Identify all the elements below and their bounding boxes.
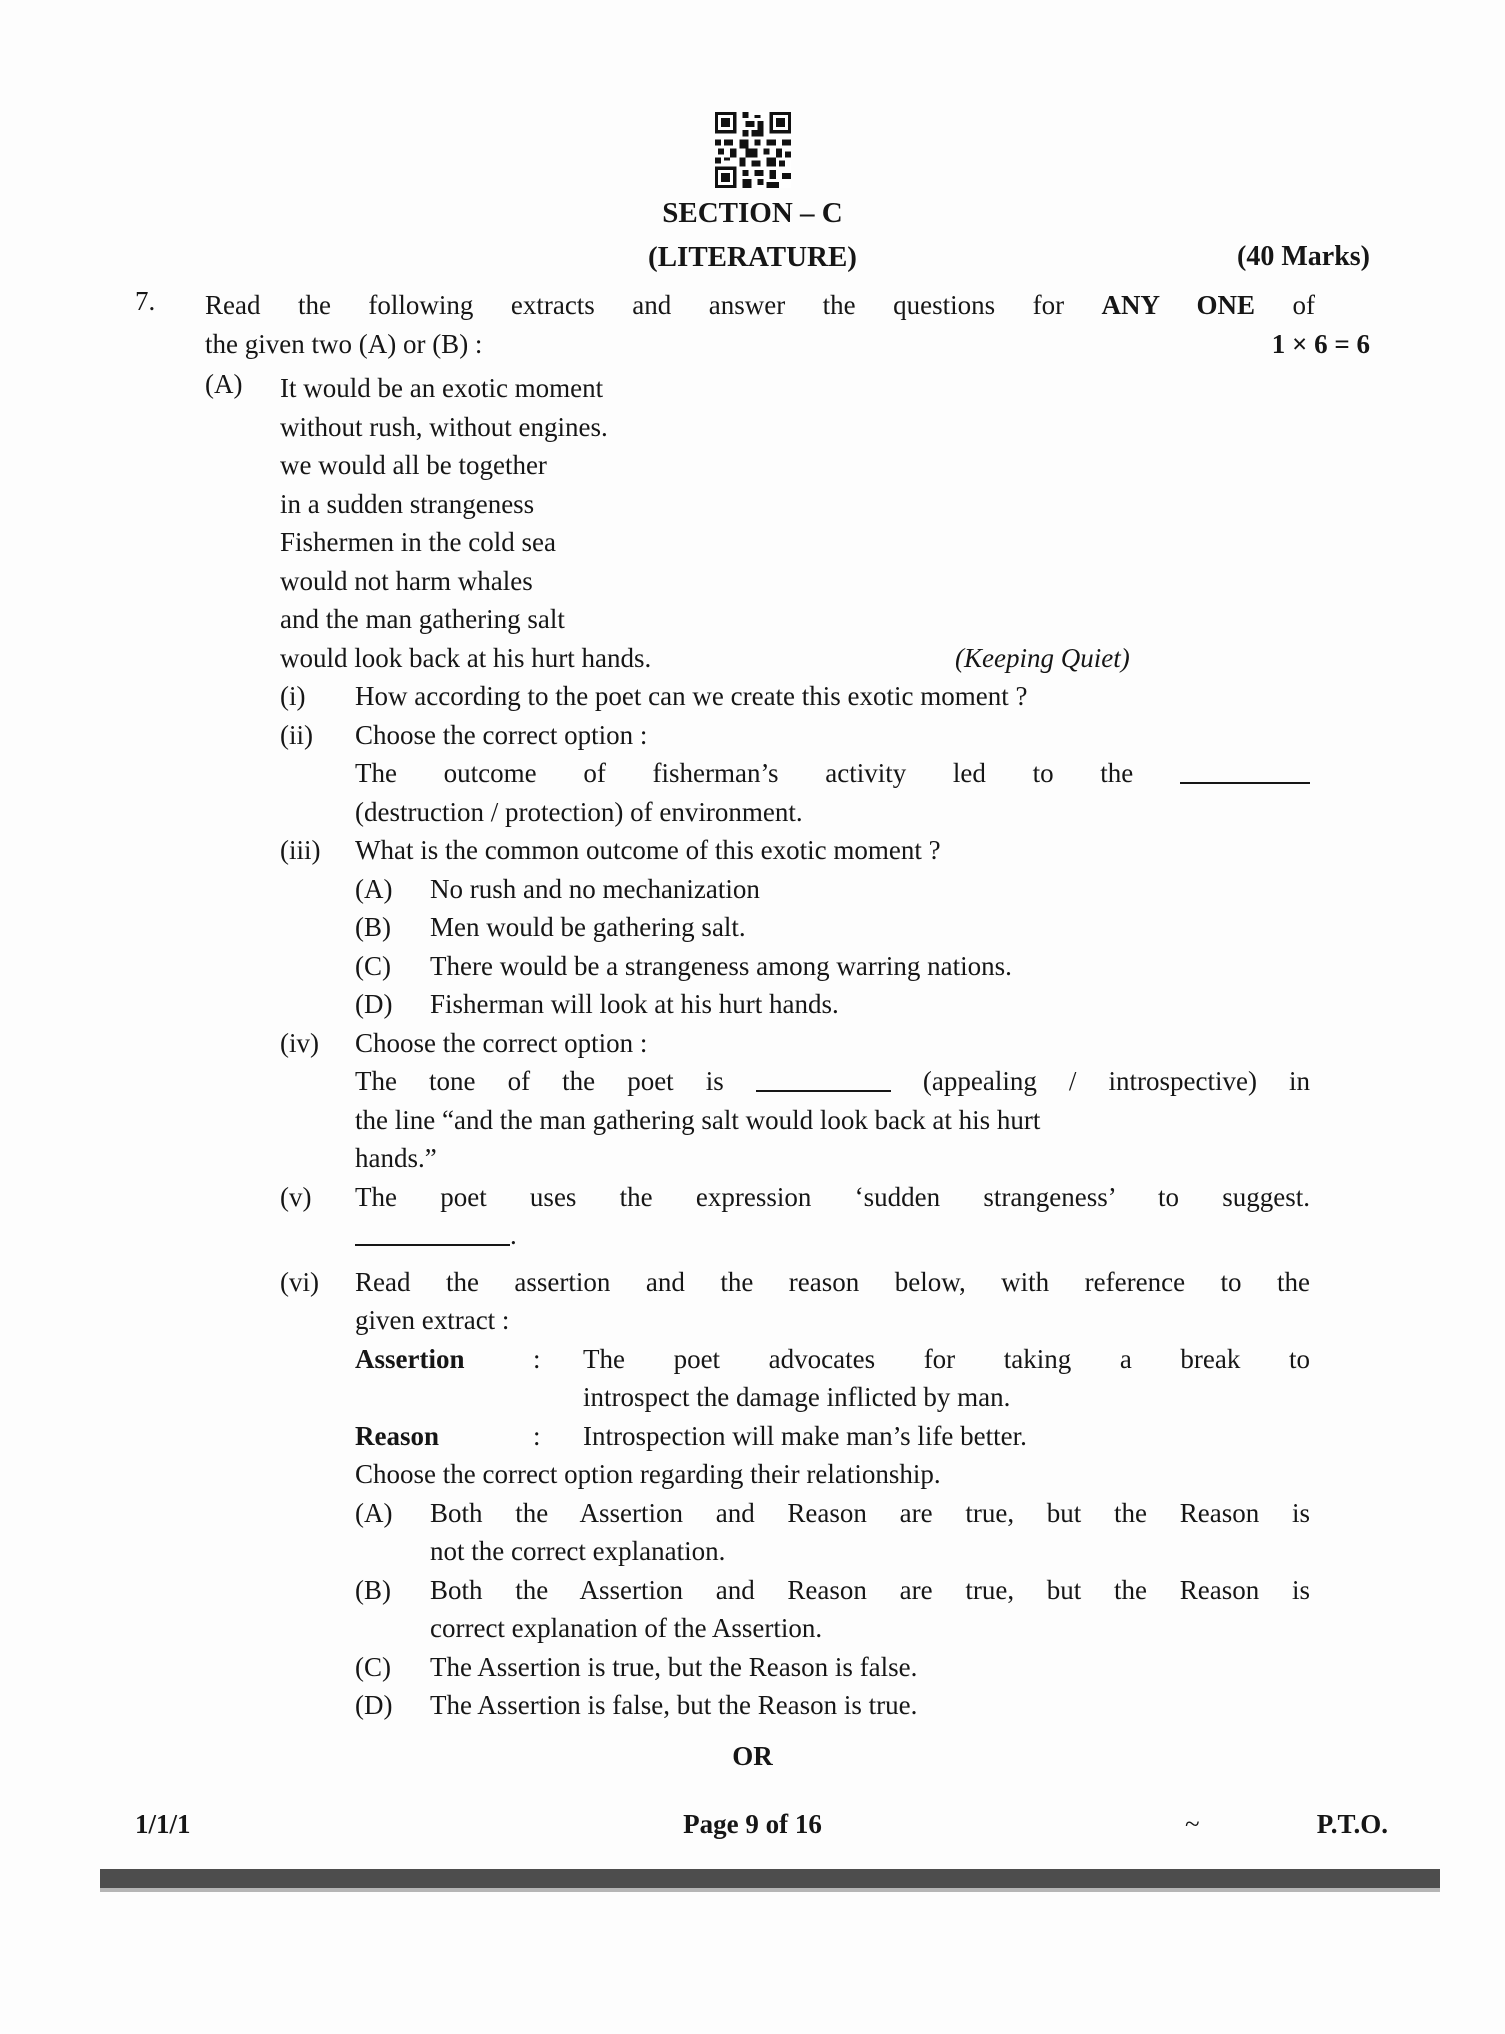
vi-option-a-line2: not the correct explanation.	[430, 1536, 726, 1566]
option-c	[355, 947, 1310, 986]
vi-option-c-label: (C)	[355, 1651, 391, 1682]
section-title: SECTION – C	[662, 197, 843, 229]
option-a	[355, 870, 1310, 909]
fill-in-blank	[1180, 762, 1310, 784]
section-marks: (40 Marks)	[1237, 241, 1370, 272]
page-content	[0, 112, 1505, 1844]
assertion-colon: :	[533, 1343, 541, 1374]
vi-option-d-line1: The Assertion is false, but the Reason is true.	[430, 1690, 918, 1720]
extract-a-label: (A)	[205, 369, 243, 399]
poem-line: without rush, without engines.	[280, 411, 608, 442]
option-a-label: (A)	[355, 873, 393, 904]
poem-line: would not harm whales	[280, 565, 533, 596]
subquestion-iv-line2	[355, 1062, 1310, 1101]
assertion-row-2	[355, 1378, 1310, 1417]
subquestion-vi-intro2: given extract :	[355, 1305, 510, 1335]
question-7-number: 7.	[135, 286, 156, 316]
subquestion-iv	[280, 1024, 1370, 1178]
paper-code: 1/1/1	[135, 1809, 191, 1839]
subquestion-v-line1: The poet uses the expression ‘sudden strangeness’ to suggest.	[355, 1181, 1310, 1212]
option-c-text: There would be a strangeness among warring nations.	[430, 950, 1012, 981]
assertion-row	[355, 1340, 1310, 1379]
intro-any-one: ANY ONE	[1101, 290, 1256, 320]
subquestion-iv-number: (iv)	[280, 1027, 319, 1058]
poem-last-line	[280, 639, 1370, 678]
subquestion-ii-line2-text: The outcome of fisherman’s activity led to the	[355, 758, 1134, 788]
subquestion-ii	[280, 716, 1370, 832]
reason-label: Reason	[355, 1420, 440, 1451]
question-7-intro-line1	[205, 286, 1370, 325]
option-b	[355, 908, 1310, 947]
option-b-label: (B)	[355, 912, 391, 942]
or-separator: OR	[732, 1740, 773, 1771]
fill-in-blank	[756, 1070, 891, 1092]
vi-option-a-line1: Both the Assertion and Reason are true, but the Reason is	[430, 1497, 1310, 1528]
subquestion-vi-number: (vi)	[280, 1266, 319, 1297]
option-d	[355, 985, 1310, 1024]
vi-option-c	[355, 1648, 1310, 1687]
subquestion-vi	[280, 1263, 1370, 1725]
bottom-scan-bar	[100, 1869, 1440, 1892]
option-c-label: (C)	[355, 950, 391, 981]
subquestion-v-blank-line	[355, 1216, 1310, 1255]
assertion-text-line2: introspect the damage inflicted by man.	[583, 1382, 1011, 1412]
subquestion-i	[280, 677, 1370, 716]
extract-a	[205, 369, 1370, 677]
fill-in-blank	[355, 1224, 510, 1246]
page-number: Page 9 of 16	[683, 1809, 822, 1839]
intro-post: of	[1292, 290, 1315, 320]
vi-option-a	[355, 1494, 1310, 1571]
page-footer	[135, 1805, 1388, 1844]
poem-line: in a sudden strangeness	[280, 488, 535, 519]
subquestion-ii-line1: Choose the correct option :	[355, 719, 648, 750]
section-subtitle: (LITERATURE)	[648, 241, 857, 273]
question-7-body	[205, 286, 1370, 1725]
assertion-text-line1: The poet advocates for taking a break to	[583, 1343, 1310, 1374]
section-subtitle-row	[135, 236, 1370, 278]
option-d-text: Fisherman will look at his hurt hands.	[430, 989, 839, 1019]
tilde-mark: ~	[1185, 1809, 1200, 1839]
qr-code-icon	[715, 112, 791, 188]
subquestion-ii-number: (ii)	[280, 719, 313, 750]
subquestion-vi-intro1: Read the assertion and the reason below, with reference to the	[355, 1266, 1310, 1297]
vi-option-b-line1: Both the Assertion and Reason are true, but the Reason is	[430, 1574, 1310, 1605]
vi-option-b	[355, 1571, 1310, 1648]
assertion-label: Assertion	[355, 1343, 465, 1374]
subquestion-i-number: (i)	[280, 681, 306, 711]
subquestion-iii	[280, 831, 1370, 1024]
option-a-text: No rush and no mechanization	[430, 873, 760, 904]
reason-colon: :	[533, 1420, 541, 1451]
subquestion-iv-line3: the line “and the man gathering salt would look back at his hurt	[355, 1104, 1041, 1135]
reason-text: Introspection will make man’s life better.	[583, 1420, 1027, 1451]
subquestion-iii-text: What is the common outcome of this exotic moment ?	[355, 835, 941, 865]
vi-option-d-label: (D)	[355, 1690, 393, 1720]
subquestion-i-text: How according to the poet can we create this exotic moment ?	[355, 681, 1028, 711]
poem-line: It would be an exotic moment	[280, 373, 604, 403]
subquestion-ii-line2	[355, 754, 1310, 793]
subquestion-v-punct: .	[510, 1220, 517, 1250]
subquestion-iii-number: (iii)	[280, 835, 321, 865]
question-7-intro-line2	[205, 325, 1370, 364]
option-b-text: Men would be gathering salt.	[430, 912, 746, 942]
vi-option-a-label: (A)	[355, 1497, 393, 1528]
poem-line: Fishermen in the cold sea	[280, 527, 556, 557]
poem-source-title: (Keeping Quiet)	[955, 642, 1130, 673]
subquestion-ii-line3: (destruction / protection) of environment.	[355, 796, 803, 827]
reason-row	[355, 1417, 1310, 1456]
intro-line2-text: the given two (A) or (B) :	[205, 328, 483, 359]
option-d-label: (D)	[355, 989, 393, 1019]
poem-extract	[280, 369, 1370, 677]
subquestion-iv-line2b: (appealing / introspective) in	[922, 1066, 1311, 1096]
poem-line-text: would look back at his hurt hands.	[280, 642, 652, 673]
subquestion-vi-choose: Choose the correct option regarding their relationship.	[355, 1459, 941, 1489]
subquestion-iv-line2a: The tone of the poet is	[355, 1066, 724, 1096]
subquestion-v	[280, 1178, 1370, 1255]
vi-option-c-line1: The Assertion is true, but the Reason is false.	[430, 1651, 918, 1682]
subquestion-iv-line1: Choose the correct option :	[355, 1027, 648, 1058]
subquestion-v-number: (v)	[280, 1181, 312, 1212]
vi-option-b-line2: correct explanation of the Assertion.	[430, 1613, 823, 1643]
question-7	[135, 286, 1370, 1725]
poem-line: we would all be together	[280, 450, 547, 480]
pto-label: P.T.O.	[1316, 1809, 1388, 1839]
poem-line: and the man gathering salt	[280, 604, 565, 634]
intro-pre: Read the following extracts and answer the questions for	[205, 290, 1065, 320]
subquestion-iv-line4: hands.”	[355, 1143, 437, 1173]
vi-option-d	[355, 1686, 1310, 1725]
vi-option-b-label: (B)	[355, 1574, 391, 1605]
question-marks-formula: 1 × 6 = 6	[1271, 328, 1370, 359]
